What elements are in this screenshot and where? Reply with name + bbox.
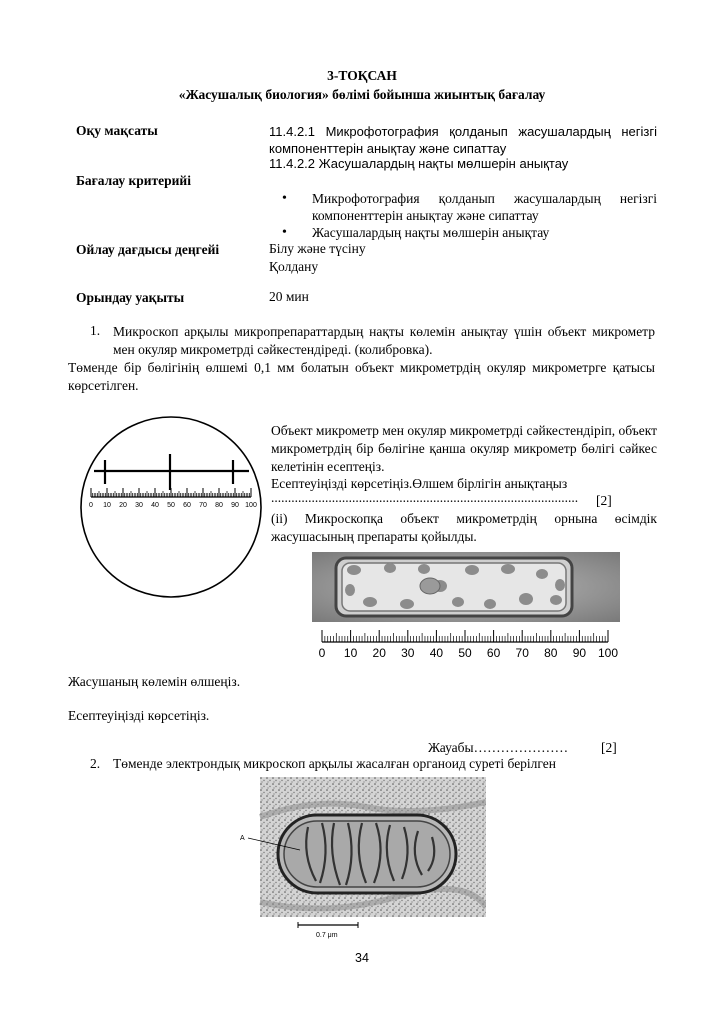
scale-tick-label: 30 — [135, 502, 143, 509]
criteria-item-1: • Микрофотография қолданып жасушалардың негізгі компоненттерін анықтау және сипаттау — [269, 190, 657, 224]
scale-tick-label: 40 — [429, 646, 444, 660]
scale-tick-label: 50 — [167, 502, 175, 509]
answer-label: Жауабы………………… — [428, 740, 569, 755]
question-1-continuation: Төменде бір бөлігінің өлшемі 0,1 мм болатын объект микрометрдің окуляр микрометрге қатысы көрсетілген. — [68, 360, 655, 393]
marks-1: [2] — [596, 493, 612, 508]
question-1-text: Микроскоп арқылы микропрепараттардың нақты көлемін анықтау үшін объект микрометр мен окуляр микрометрді сәйкестендіреді. (колибровка). — [113, 324, 655, 357]
scale-tick-label: 60 — [486, 646, 501, 660]
scale-tick-label: 100 — [245, 502, 257, 509]
criteria-item-2: • Жасушалардың нақты мөлшерін анықтау — [269, 224, 657, 241]
scale-tick-label: 0 — [89, 502, 93, 509]
micrometer-view-diagram — [78, 414, 264, 600]
criteria-label: Бағалау критерийі — [76, 173, 191, 188]
scale-tick-label: 0 — [318, 646, 326, 660]
measure-cell-text: Жасушаның көлемін өлшеңіз. — [68, 674, 241, 689]
answer-dots: ........................................................................................... — [271, 490, 579, 505]
scale-tick-label: 10 — [343, 646, 358, 660]
scale-tick-label: 80 — [544, 646, 558, 660]
question-1-side-text: Объект микрометр мен окуляр микрометрді сәйкестендіріп, объект микрометрдің бір бөлігіне қанша окуляр микрометр бөлігі сәйкес келетінін есептеңіз. — [271, 423, 657, 474]
thinking-level-1: Білу және түсіну — [269, 241, 366, 256]
question-1-number: 1. — [90, 323, 101, 338]
scale-tick-label: 40 — [151, 502, 159, 509]
plant-cell-micrograph — [312, 552, 620, 670]
scale-tick-label: 70 — [515, 646, 529, 660]
objective-1: 11.4.2.1 Микрофотография қолданып жасушалардың негізгі компоненттерін анықтау және сипаттау — [269, 124, 657, 156]
scale-tick-label: 60 — [183, 502, 191, 509]
scale-tick-label: 80 — [215, 502, 223, 509]
page-title: 3-ТОҚСАН — [327, 68, 397, 83]
objective-2: 11.4.2.2 Жасушалардың нақты мөлшерін анықтау — [269, 156, 569, 171]
scale-tick-label: 50 — [458, 646, 472, 660]
scale-tick-label: 20 — [119, 502, 127, 509]
label-a: A — [240, 835, 245, 842]
question-1-show-work: Есептеуіңізді көрсетіңіз.Өлшем бірлігін анықтаңыз — [271, 476, 568, 491]
marks-2: [2] — [601, 740, 617, 755]
question-2-text: Төменде электрондық микроскоп арқылы жасалған органоид суреті берілген — [113, 756, 556, 771]
time-value: 20 мин — [269, 289, 309, 304]
scale-tick-label: 30 — [401, 646, 415, 660]
eyepiece-micrometer-scale — [319, 630, 619, 660]
thinking-label: Ойлау дағдысы деңгейі — [76, 242, 220, 257]
scale-bar-label: 0.7 μm — [316, 932, 338, 939]
scale-tick-label: 70 — [199, 502, 207, 509]
objectives-label: Оқу мақсаты — [76, 123, 158, 138]
scale-tick-label: 90 — [572, 646, 587, 660]
page-subtitle: «Жасушалық биология» бөлімі бойынша жиынтық бағалау — [178, 87, 546, 102]
scale-tick-label: 10 — [103, 502, 111, 509]
page-number: 34 — [355, 951, 369, 965]
scale-tick-label: 20 — [372, 646, 386, 660]
question-1-part-ii: (ii) Микроскопқа объект микрометрдің орнына өсімдік жасушасының препараты қойылды. — [271, 511, 657, 544]
scale-tick-label: 90 — [231, 502, 239, 509]
mitochondrion-micrograph — [236, 777, 486, 942]
show-work-text: Есептеуіңізді көрсетіңіз. — [68, 708, 210, 723]
criteria-list — [269, 190, 657, 241]
time-label: Орындау уақыты — [76, 290, 185, 305]
scale-tick-label: 100 — [597, 646, 619, 660]
question-2-number: 2. — [90, 756, 101, 771]
thinking-level-2: Қолдану — [269, 259, 319, 274]
